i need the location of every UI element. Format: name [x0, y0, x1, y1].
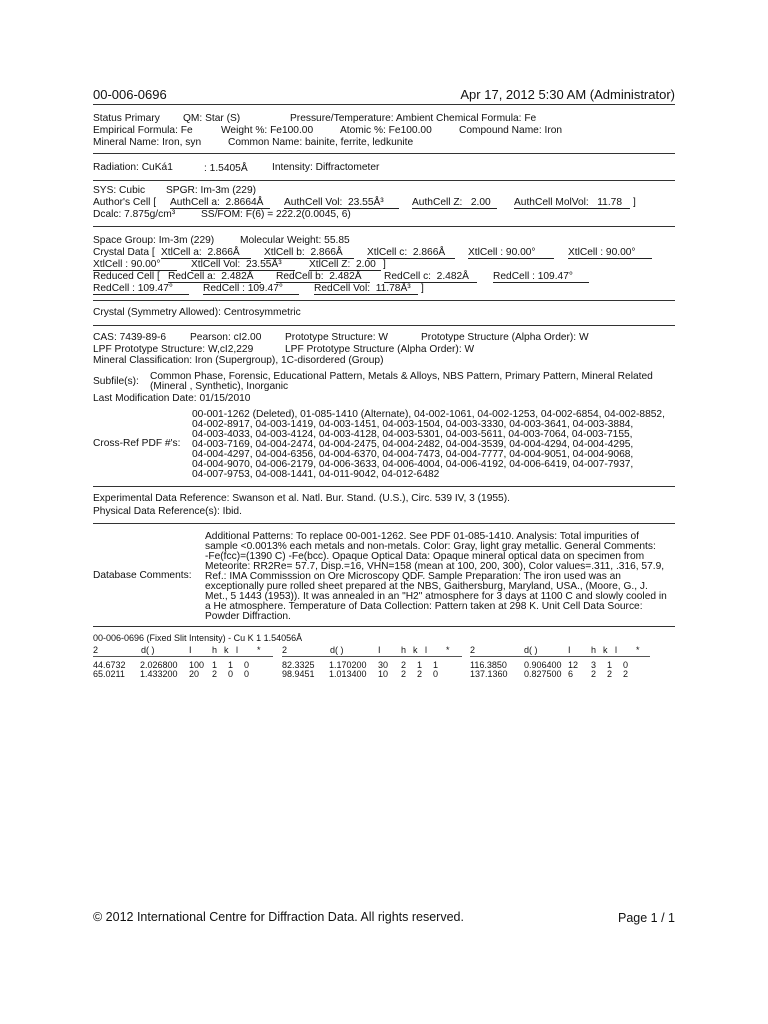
k-index: 1	[607, 660, 613, 670]
h-index: 3	[591, 660, 597, 670]
space-group-spgr: SPGR: Im-3m (229)	[166, 185, 257, 196]
dcalc: Dcalc: 7.875g/cm³	[93, 209, 176, 220]
subfiles-label: Subfile(s):	[93, 376, 139, 387]
auth-cell-z: AuthCell Z: 2.00	[412, 197, 497, 209]
ss-fom: SS/FOM: F(6) = 222.2(0.0045, 6)	[201, 209, 351, 220]
peak-group	[93, 646, 273, 679]
comment-line: Met., 5 1443 (1953)). It was annealed in an "H2" atmosphere for 3 days at 1100 C and slowly cooled in	[205, 591, 667, 602]
peak-header-row	[93, 646, 273, 657]
prototype-structure-alpha: Prototype Structure (Alpha Order): W	[421, 332, 589, 343]
peak-group	[282, 646, 462, 679]
header-h: h	[212, 645, 218, 655]
mineral-classification: Mineral Classification: Iron (Supergroup), 1C-disordered (Group)	[93, 355, 384, 366]
experimental-data-reference: Experimental Data Reference: Swanson et al. Natl. Bur. Stand. (U.S.), Circ. 539 IV, 3 (1955).	[93, 493, 510, 504]
d-spacing: 0.827500	[524, 669, 562, 679]
space-group: Space Group: Im-3m (229)	[93, 235, 215, 246]
header-l: l	[615, 645, 617, 655]
cross-ref-line: 04-003-7169, 04-004-2474, 04-004-2475, 04-004-2482, 04-004-3539, 04-004-4294, 04-004-4295,	[192, 439, 634, 450]
cross-ref-line: 04-007-9753, 04-008-1441, 04-011-9042, 04-012-6482	[192, 469, 440, 480]
copyright: © 2012 International Centre for Diffraction Data. All rights reserved.	[93, 910, 464, 924]
table-row	[93, 670, 273, 679]
auth-cell-molvol: AuthCell MolVol: 11.78	[514, 197, 630, 209]
table-row	[282, 670, 462, 679]
compound-name: Compound Name: Iron	[459, 125, 563, 136]
comment-line: a He atmosphere. Temperature of Data Collection: Pattern taken at 298 K. Unit Cell Data Source:	[205, 601, 643, 612]
peak-group	[470, 646, 650, 679]
d-spacing: 2.026800	[140, 660, 178, 670]
red-cell-gamma: RedCell : 109.47°	[203, 283, 299, 295]
cas-number: CAS: 7439-89-6	[93, 332, 167, 343]
divider	[93, 523, 675, 524]
wavelength: : 1.5405Å	[204, 163, 248, 174]
divider	[93, 325, 675, 326]
common-name: Common Name: bainite, ferrite, ledkunite	[228, 137, 414, 148]
qm: QM: Star (S)	[183, 113, 241, 124]
cross-ref-line: 04-004-4297, 04-004-6356, 04-004-6370, 04-004-7473, 04-004-7777, 04-004-9051, 04-004-9068,	[192, 449, 634, 460]
h-index: 2	[591, 669, 597, 679]
two-theta: 82.3325	[282, 660, 315, 670]
pdf-number: 00-006-0696	[93, 87, 167, 102]
peak-table-title: 00-006-0696 (Fixed Slit Intensity) - Cu K 1 1.54056Å	[93, 633, 303, 643]
k-index: 2	[607, 669, 613, 679]
red-cell-vol: RedCell Vol: 11.78Å³	[314, 283, 418, 295]
k-index: 1	[228, 660, 234, 670]
bracket-close: ]	[383, 259, 386, 270]
xtl-cell-alpha: XtlCell : 90.00°	[468, 247, 554, 259]
header-star: *	[636, 645, 640, 655]
subfiles-line-1: Common Phase, Forensic, Educational Pattern, Metals & Alloys, NBS Pattern, Primary Pattern, Mineral Related	[150, 371, 653, 382]
header-2theta: 2	[93, 645, 99, 655]
lpf-prototype-structure: LPF Prototype Structure: W,cI2,229	[93, 344, 254, 355]
l-index: 1	[433, 660, 439, 670]
crystal-data-label: Crystal Data [	[93, 247, 155, 258]
two-theta: 98.9451	[282, 669, 315, 679]
k-index: 2	[417, 669, 423, 679]
physical-data-reference: Physical Data Reference(s): Ibid.	[93, 506, 242, 517]
last-modification-date: Last Modification Date: 01/15/2010	[93, 393, 251, 404]
intensity: 100	[189, 660, 205, 670]
header-d: d( )	[141, 645, 155, 655]
comment-line: Powder Diffraction.	[205, 611, 291, 622]
red-cell-c: RedCell c: 2.482Å	[384, 271, 477, 283]
auth-cell-a: AuthCell a: 2.8664Å	[170, 197, 270, 209]
cross-ref-line: 04-002-8917, 04-003-1419, 04-003-1451, 04-003-1504, 04-003-3330, 04-003-3641, 04-003-3884,	[192, 419, 634, 430]
d-spacing: 1.433200	[140, 669, 178, 679]
red-cell-b: RedCell b: 2.482Å	[276, 271, 370, 283]
pearson-symbol: Pearson: cI2.00	[190, 332, 262, 343]
l-index: 0	[244, 660, 250, 670]
d-spacing: 0.906400	[524, 660, 562, 670]
xtl-cell-a: XtlCell a: 2.866Å	[161, 247, 251, 259]
divider	[93, 153, 675, 154]
comment-line: exceptionally pure rolled sheet prepared at the NBS, Gaithersburg, Maryland, USA., (Moore, G., J.	[205, 581, 648, 592]
two-theta: 116.3850	[470, 660, 507, 670]
divider	[93, 300, 675, 301]
intensity: 30	[378, 660, 389, 670]
atomic-percent: Atomic %: Fe100.00	[340, 125, 432, 136]
intensity-source: Intensity: Diffractometer	[272, 162, 380, 173]
k-index: 0	[228, 669, 234, 679]
l-index: 0	[623, 660, 629, 670]
molecular-weight: Molecular Weight: 55.85	[240, 235, 350, 246]
comment-line: Ref.: IMA Commisssion on Ore Microscopy QDF. Sample Preparation: The iron used was an	[205, 571, 621, 582]
bracket-close: ]	[633, 197, 636, 208]
intensity: 6	[568, 669, 574, 679]
xtl-cell-b: XtlCell b: 2.866Å	[264, 247, 354, 259]
divider	[93, 486, 675, 487]
d-spacing: 1.170200	[329, 660, 367, 670]
header-k: k	[413, 645, 418, 655]
intensity: 20	[189, 669, 200, 679]
radiation: Radiation: CuKá1	[93, 162, 173, 173]
k-index: 1	[417, 660, 423, 670]
page-number: Page 1 / 1	[618, 911, 675, 925]
red-cell-beta: RedCell : 109.47°	[93, 283, 189, 295]
h-index: 2	[401, 660, 407, 670]
header-k: k	[603, 645, 608, 655]
header-k: k	[224, 645, 229, 655]
bracket-close: ]	[421, 283, 424, 294]
h-index: 2	[401, 669, 407, 679]
database-comments-label: Database Comments:	[93, 570, 192, 581]
l-index: 0	[433, 669, 439, 679]
header-2theta: 2	[470, 645, 476, 655]
header-l: l	[425, 645, 427, 655]
header-2theta: 2	[282, 645, 288, 655]
red-cell-alpha: RedCell : 109.47°	[493, 271, 589, 283]
divider	[93, 104, 675, 105]
header-d: d( )	[330, 645, 344, 655]
l-index: 2	[623, 669, 629, 679]
comment-line: sample <0.0013% each metals and non-metals. Color: Gray, light gray metallic. General Comments:	[205, 541, 656, 552]
intensity: 12	[568, 660, 579, 670]
comment-line: Additional Patterns: To replace 00-001-1262. See PDF 01-085-1410. Analysis: Total impurities of	[205, 531, 639, 542]
two-theta: 44.6732	[93, 660, 126, 670]
divider	[93, 180, 675, 181]
header-h: h	[401, 645, 407, 655]
intensity: 10	[378, 669, 389, 679]
pressure-temperature: Pressure/Temperature: Ambient	[290, 113, 434, 124]
comment-line: -Fe(fcc)=(1390 C) -Fe(bcc). Opaque Optical Data: Opaque mineral optical data on specimen from	[205, 551, 645, 562]
red-cell-a: RedCell a: 2.482Å	[168, 271, 261, 283]
cross-ref-line: 04-004-9070, 04-006-2179, 04-006-3633, 04-006-4004, 04-006-4192, 04-006-6419, 04-007-7937,	[192, 459, 634, 470]
d-spacing: 1.013400	[329, 669, 367, 679]
header-star: *	[446, 645, 450, 655]
two-theta: 65.0211	[93, 669, 125, 679]
cross-ref-line: 04-003-4033, 04-003-4124, 04-003-4128, 04-003-5301, 04-003-5611, 04-003-7064, 04-003-7155,	[192, 429, 633, 440]
header-h: h	[591, 645, 597, 655]
h-index: 1	[212, 660, 218, 670]
lpf-prototype-structure-alpha: LPF Prototype Structure (Alpha Order): W	[285, 344, 475, 355]
prototype-structure: Prototype Structure: W	[285, 332, 389, 343]
peak-header-row	[470, 646, 650, 657]
divider	[93, 226, 675, 227]
xtl-cell-gamma: XtlCell : 90.00°	[93, 259, 177, 271]
report-date: Apr 17, 2012 5:30 AM (Administrator)	[460, 87, 675, 102]
chemical-formula: Chemical Formula: Fe	[436, 113, 537, 124]
header-star: *	[257, 645, 261, 655]
crystal-symmetry: Crystal (Symmetry Allowed): Centrosymmetric	[93, 307, 301, 318]
xtl-cell-vol: XtlCell Vol: 23.55Å³	[191, 259, 295, 271]
auth-cell-vol: AuthCell Vol: 23.55Å³	[284, 197, 399, 209]
header-i: I	[378, 645, 381, 655]
xtl-cell-z: XtlCell Z: 2.00	[309, 259, 381, 271]
header-i: I	[189, 645, 192, 655]
header-i: I	[568, 645, 571, 655]
reduced-cell-label: Reduced Cell [	[93, 271, 160, 282]
two-theta: 137.1360	[470, 669, 508, 679]
empirical-formula: Empirical Formula: Fe	[93, 125, 193, 136]
h-index: 2	[212, 669, 218, 679]
xtl-cell-beta: XtlCell : 90.00°	[568, 247, 652, 259]
header-d: d( )	[524, 645, 538, 655]
mineral-name: Mineral Name: Iron, syn	[93, 137, 202, 148]
divider	[93, 626, 675, 627]
weight-percent: Weight %: Fe100.00	[221, 125, 314, 136]
l-index: 0	[244, 669, 250, 679]
comment-line: Meteorite: RR2Re= 57.7, Disp.=16, VHN=158 (mean at 100, 200, 300), Color values=.311, .316, 57.9,	[205, 561, 665, 572]
table-row	[470, 670, 650, 679]
authors-cell-label: Author's Cell [	[93, 197, 157, 208]
header-l: l	[236, 645, 238, 655]
peak-header-row	[282, 646, 462, 657]
xtl-cell-c: XtlCell c: 2.866Å	[367, 247, 455, 259]
status: Status Primary	[93, 113, 160, 124]
subfiles-line-2: (Mineral , Synthetic), Inorganic	[150, 381, 289, 392]
crystal-system: SYS: Cubic	[93, 185, 146, 196]
cross-ref-line: 00-001-1262 (Deleted), 01-085-1410 (Alternate), 04-002-1061, 04-002-1253, 04-002-6854, 04-002-8852,	[192, 409, 665, 420]
cross-ref-label: Cross-Ref PDF #'s:	[93, 438, 181, 449]
